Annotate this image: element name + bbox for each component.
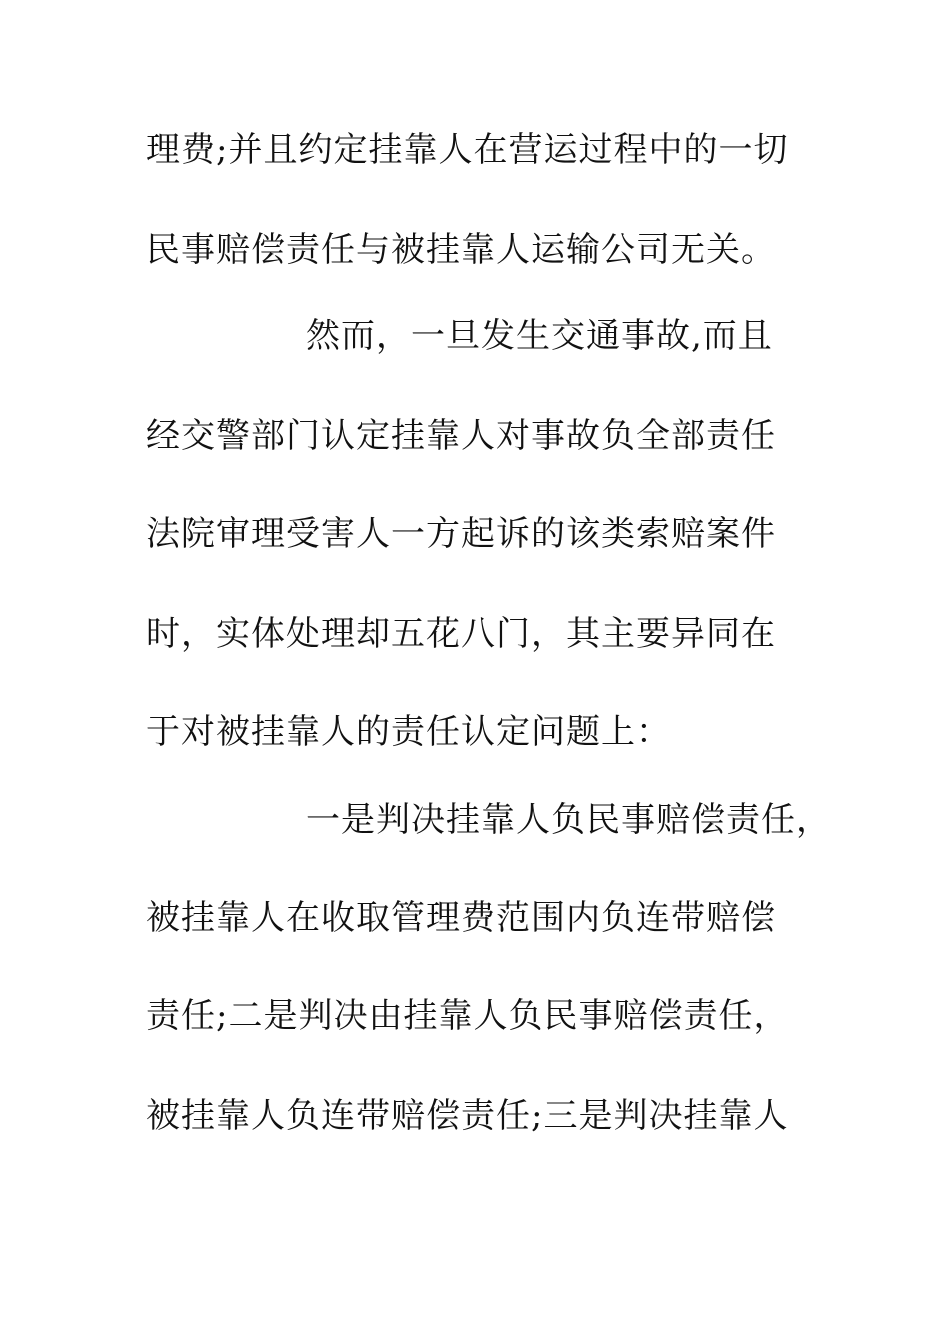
text-line: 理费;并且约定挂靠人在营运过程中的一切 [146,130,789,170]
text-line: 责任;二是判决由挂靠人负民事赔偿责任， [146,996,789,1036]
text-line: 时，实体处理却五花八门，其主要异同在 [146,614,776,654]
text-line: 被挂靠人负连带赔偿责任;三是判决挂靠人 [146,1096,789,1136]
text-line: 经交警部门认定挂靠人对事故负全部责任 [146,416,776,456]
text-line: 被挂靠人在收取管理费范围内负连带赔偿 [146,898,776,938]
paragraph-first-line: 然而，一旦发生交通事故,而且 [306,316,773,356]
text-line: 于对被挂靠人的责任认定问题上： [146,712,671,752]
paragraph-first-line: 一是判决挂靠人负民事赔偿责任， [306,800,831,840]
text-line: 法院审理受害人一方起诉的该类索赔案件 [146,514,776,554]
text-line: 民事赔偿责任与被挂靠人运输公司无关。 [146,230,776,270]
